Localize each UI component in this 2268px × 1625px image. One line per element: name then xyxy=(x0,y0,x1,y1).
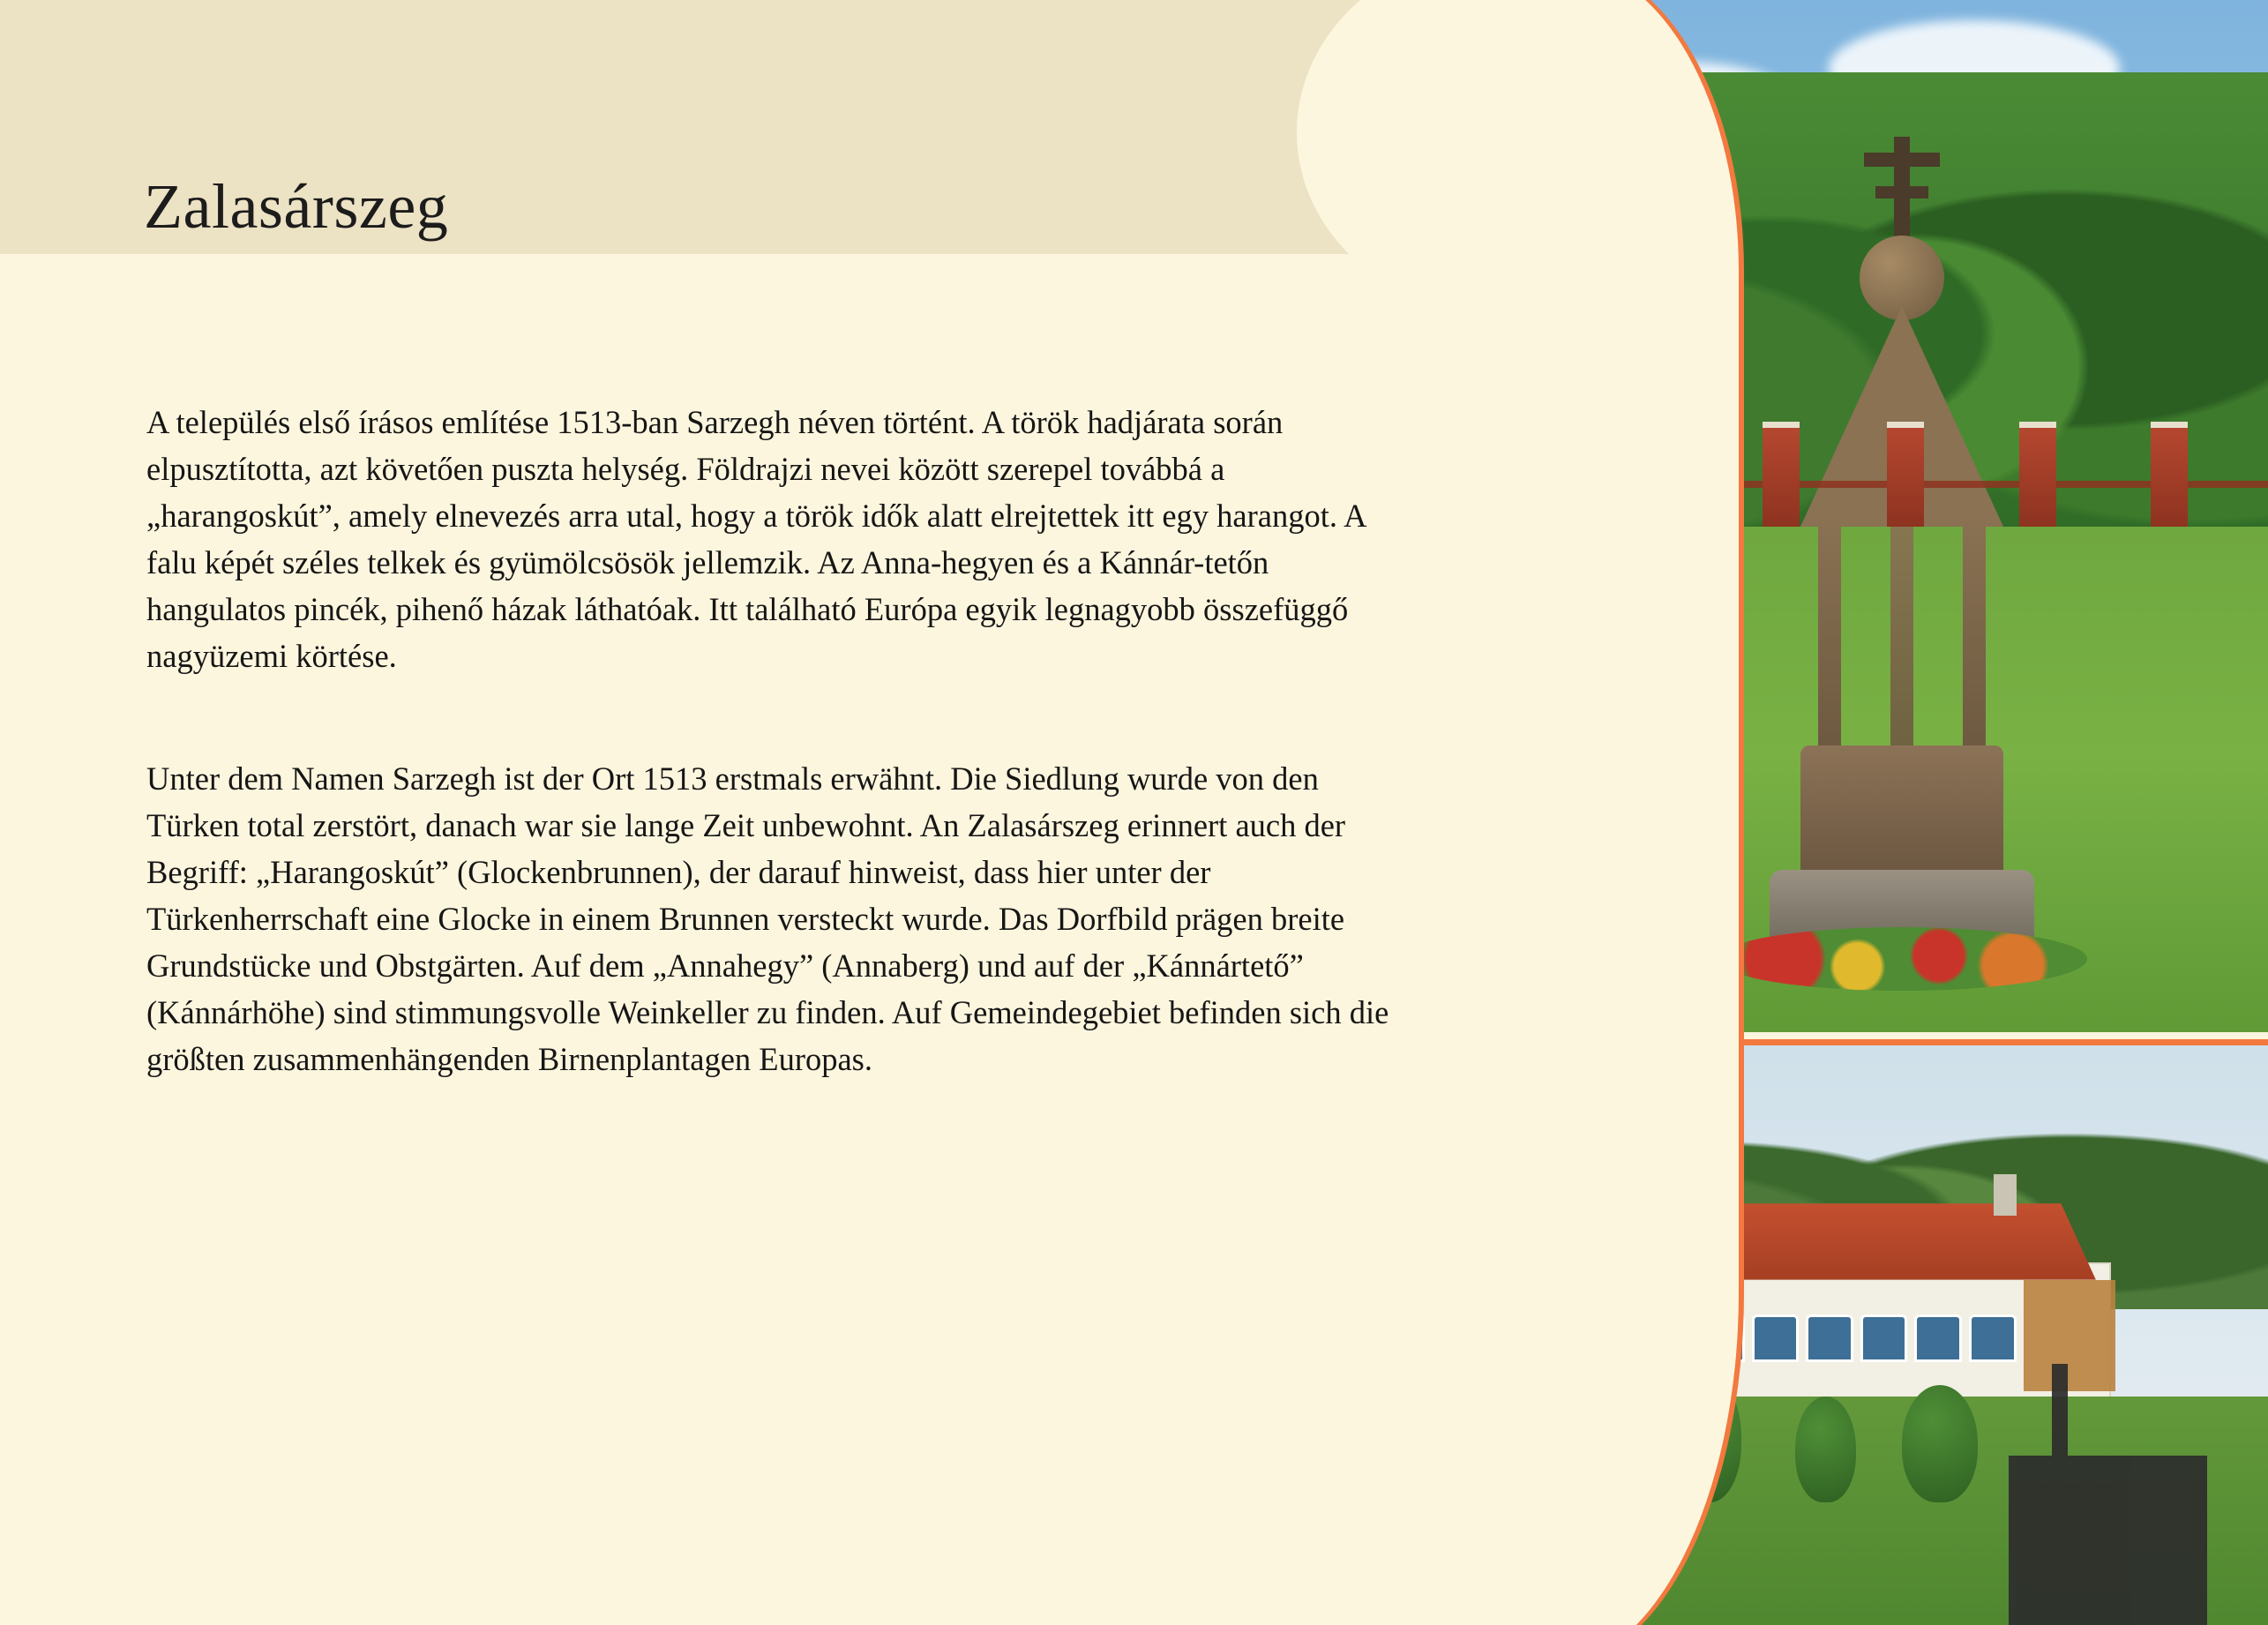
fence-pillar xyxy=(2151,422,2188,527)
paragraph-hungarian: A település első írásos említése 1513-ban Sarzegh néven történt. A török hadjárata során elpusztította, azt követően puszta helység. Földrajzi nevei között szerepel továbbá a „harangoskút”, amely elnevezés arra utal, hogy a török idők alatt elrejtettek itt egy harangot. A falu képét széles telkek és gyümölcsösök jellemzik. Az Anna-hegyen és a Kánnár-tetőn hangulatos pincék, pihenő házak láthatóak. Itt található Európa egyik legnagyobb összefüggő nagyüzemi körtése. xyxy=(146,403,1366,674)
text-column xyxy=(146,366,1408,1114)
page-title: Zalasárszeg xyxy=(144,171,449,243)
flower-bed xyxy=(1717,927,2087,991)
gate xyxy=(2009,1456,2207,1625)
fence-pillar xyxy=(1763,422,1800,527)
porch xyxy=(2024,1280,2115,1391)
shrub xyxy=(1795,1397,1856,1502)
curved-accent-edge xyxy=(1430,0,1739,1625)
tower-posts xyxy=(1818,515,1986,753)
chimney xyxy=(1994,1174,2017,1215)
paragraph-german: Unter dem Namen Sarzegh ist der Ort 1513 erstmals erwähnt. Die Siedlung wurde von den Türken total zerstört, danach war sie lange Zeit unbewohnt. An Zalasárszeg erinnert auch der Begriff: „Harangoskút” (Glockenbrunnen), der darauf hinweist, dass hier unter der Türkenherrschaft eine Glocke in einem Brunnen versteckt wurde. Das Dorfbild prägen breite Grundstücke und Obstgärten. Auf dem „Annahegy” (Annaberg) und auf der „Kánnártető” (Kánnárhöhe) sind stimmungsvolle Weinkeller zu finden. Auf Gemeindegebiet befinden sich die größten zusammenhängenden Birnenplantagen Europas. xyxy=(146,760,1389,1077)
well-barrel xyxy=(1800,745,2003,878)
photo-panel xyxy=(1430,0,2268,1625)
fence-pillar xyxy=(1887,422,1924,527)
fence-pillar xyxy=(2019,422,2056,527)
shrub xyxy=(1902,1385,1979,1502)
cross-icon xyxy=(1894,137,1910,243)
